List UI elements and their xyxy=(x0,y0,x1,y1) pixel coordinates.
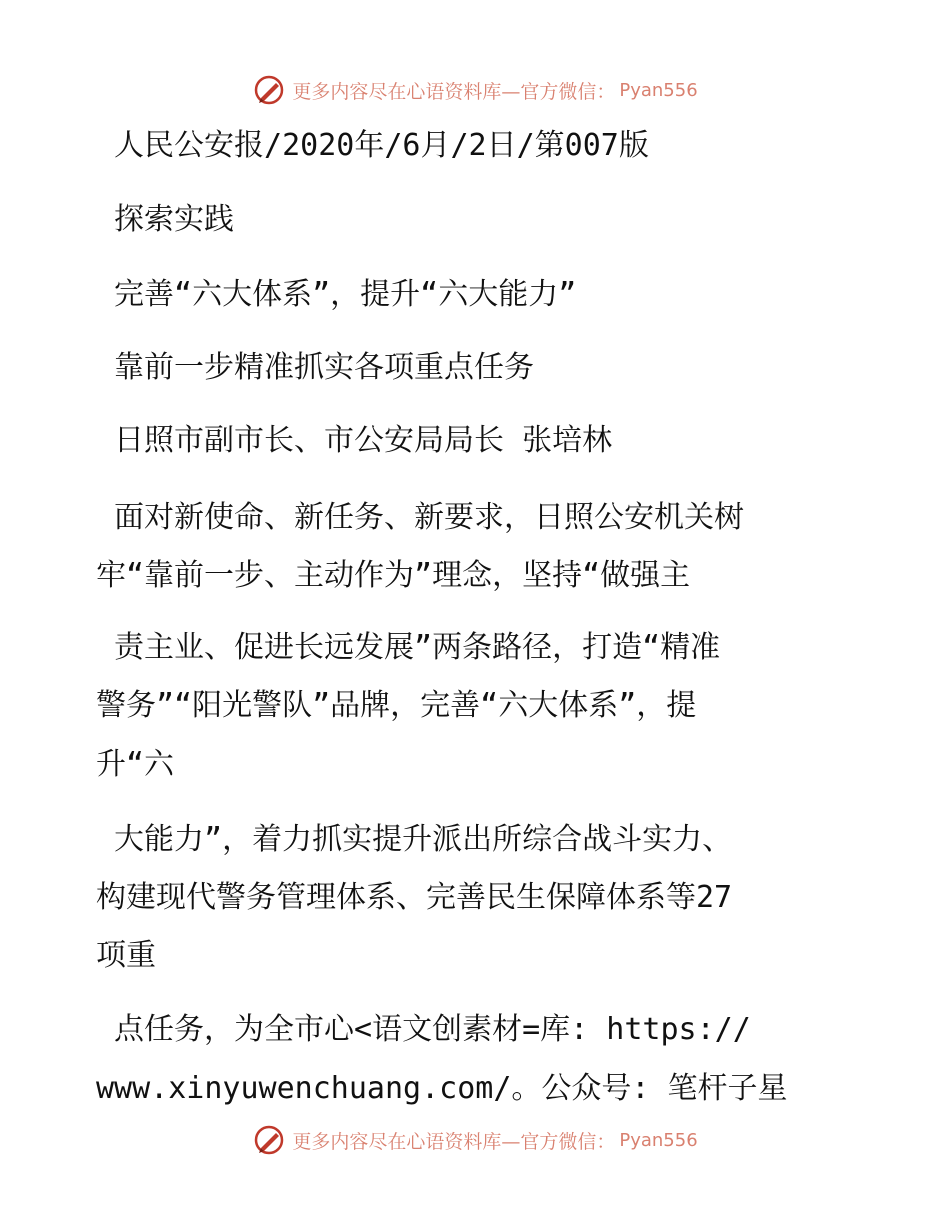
section-label: 探索实践 xyxy=(96,202,235,237)
watermark-wechat-id: Pyan556 xyxy=(619,79,698,101)
paragraph-line: 责主业、促进长远发展”两条路径，打造“精准 xyxy=(96,630,721,665)
headline-2: 靠前一步精准抓实各项重点任务 xyxy=(96,350,535,385)
watermark-banner xyxy=(252,1123,697,1157)
paragraph-line: 点任务，为全市心<语文创素材=库: https:// xyxy=(96,1012,751,1047)
publication-line: 人民公安报/2020年/6月/2日/第007版 xyxy=(96,128,649,163)
header-watermark xyxy=(0,70,950,110)
pen-logo-icon xyxy=(252,73,286,107)
watermark-text: 更多内容尽在心语资料库—官方微信： xyxy=(292,80,616,103)
paragraph-line: 项重 xyxy=(96,938,156,973)
author-line: 日照市副市长、市公安局局长 张培林 xyxy=(96,423,613,458)
footer-watermark xyxy=(0,1120,950,1160)
paragraph-line: 警务”“阳光警队”品牌，完善“六大体系”，提 xyxy=(96,688,697,723)
paragraph-line: 牢“靠前一步、主动作为”理念，坚持“做强主 xyxy=(96,558,691,593)
headline-1: 完善“六大体系”，提升“六大能力” xyxy=(96,277,577,312)
watermark-banner xyxy=(252,73,697,107)
paragraph-line: 构建现代警务管理体系、完善民生保障体系等27 xyxy=(96,880,733,915)
pen-logo-icon xyxy=(252,1123,286,1157)
paragraph-line: 升“六 xyxy=(96,747,175,782)
watermark-wechat-id: Pyan556 xyxy=(619,1129,698,1151)
paragraph-line: www.xinyuwenchuang.com/。公众号: 笔杆子星 xyxy=(96,1071,788,1106)
paragraph-line: 面对新使命、新任务、新要求，日照公安机关树 xyxy=(96,500,745,535)
paragraph-line: 大能力”，着力抓实提升派出所综合战斗实力、 xyxy=(96,822,733,857)
watermark-text: 更多内容尽在心语资料库—官方微信： xyxy=(292,1130,616,1153)
